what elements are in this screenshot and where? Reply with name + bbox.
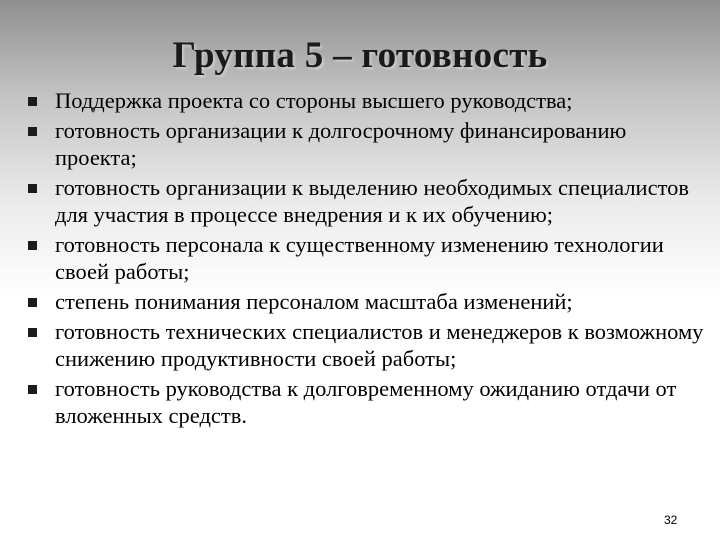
bullet-item xyxy=(28,288,708,315)
bullet-text: готовность руководства к долговременному ожиданию отдачи от вложенных средств. xyxy=(55,375,677,429)
bullet-item xyxy=(28,375,708,430)
square-bullet-icon xyxy=(28,298,37,307)
bullet-item xyxy=(28,87,708,114)
bullet-item xyxy=(28,318,708,373)
bullet-text: степень понимания персоналом масштаба изменений; xyxy=(55,289,573,315)
bullet-text: Поддержка проекта со стороны высшего руководства; xyxy=(55,88,573,113)
bullet-text: готовность персонала к существенному изменению технологии своей работы; xyxy=(55,231,664,285)
page-number: 32 xyxy=(664,513,678,527)
bullet-item xyxy=(28,117,708,172)
bullet-item xyxy=(28,174,708,229)
slide-title: Группа 5 – готовность xyxy=(172,35,548,76)
square-bullet-icon xyxy=(28,97,37,106)
bullet-item xyxy=(28,231,708,286)
square-bullet-icon xyxy=(28,127,37,136)
bullet-list xyxy=(28,87,708,432)
bullet-text: готовность организации к выделению необходимых специалистов для участия в процессе внедрения и к их обучению; xyxy=(55,174,689,228)
bullet-text: готовность технических специалистов и менеджеров к возможному снижению продуктивности своей работы; xyxy=(55,318,704,372)
square-bullet-icon xyxy=(28,241,37,250)
square-bullet-icon xyxy=(28,184,37,193)
bullet-text: готовность организации к долгосрочному финансированию проекта; xyxy=(55,117,627,171)
square-bullet-icon xyxy=(28,328,37,337)
square-bullet-icon xyxy=(28,385,37,394)
